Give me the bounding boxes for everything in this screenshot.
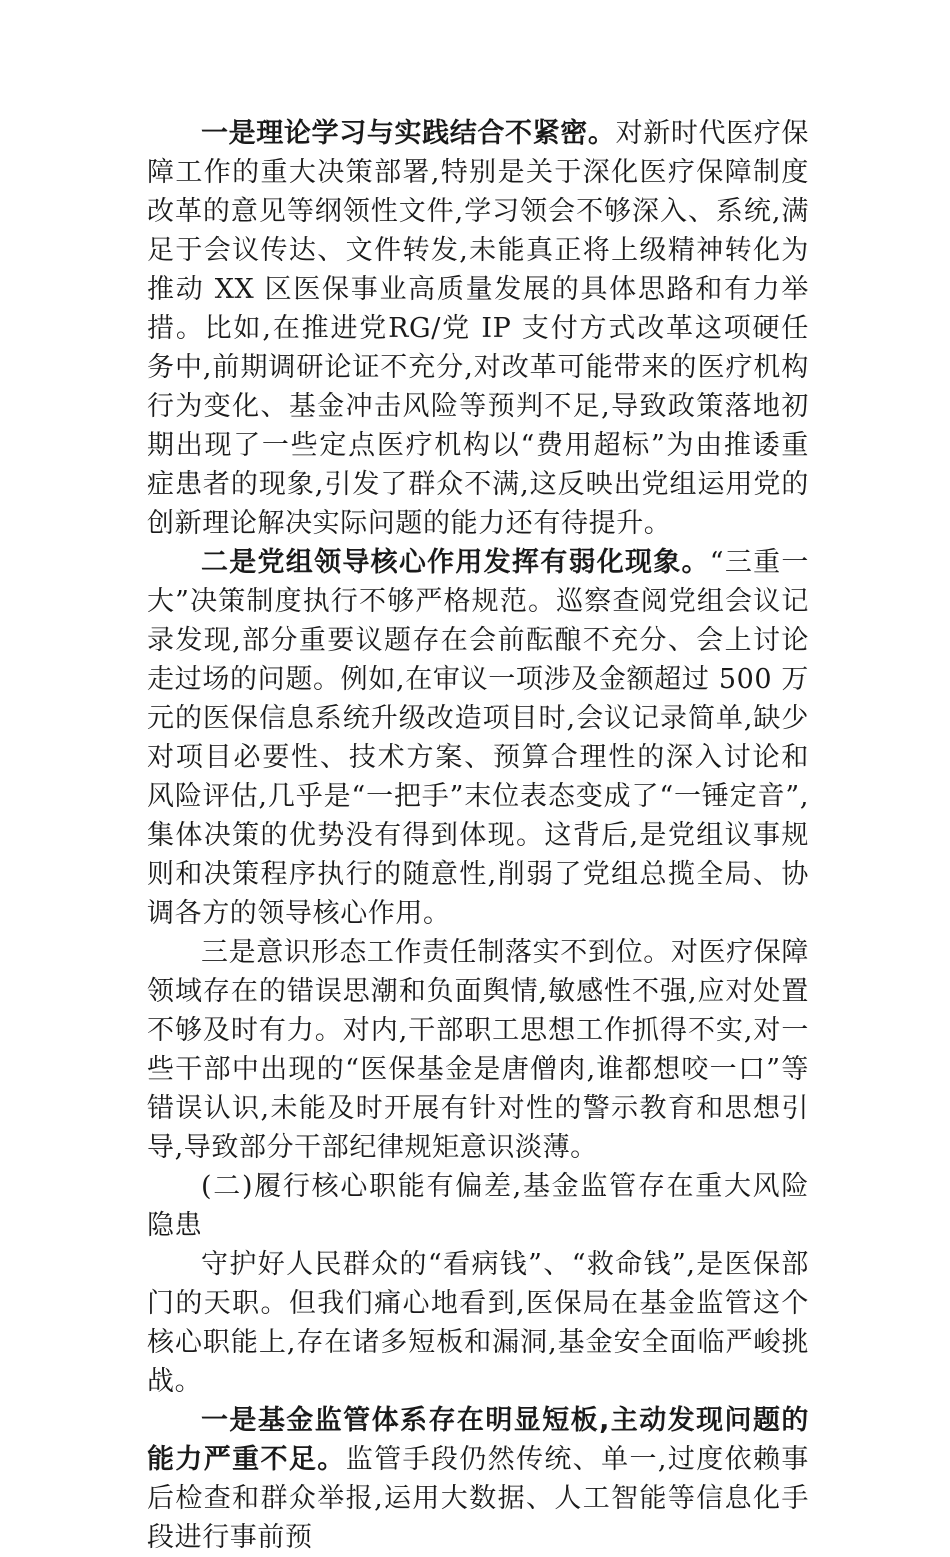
paragraph-body-ideology: 三是意识形态工作责任制落实不到位。对医疗保障领域存在的错误思潮和负面舆情,敏感性不强,应对处置不够及时有力。对内,干部职工思想工作抓得不实,对一些干部中出现的“医保基金是唐僧肉,谁都想咬一口”等错误认识,未能及时开展有针对性的警示教育和思想引导,导致部分干部纪律规矩意识淡薄。 [147,937,809,1163]
paragraph-supervision-system [147,1401,809,1557]
paragraph-party-leadership [147,543,809,933]
paragraph-lead-leadership: 二是党组领导核心作用发挥有弱化现象。 [201,547,710,578]
paragraph-body-fund-duty: 守护好人民群众的“看病钱”、“救命钱”,是医保部门的天职。但我们痛心地看到,医保局在基金监管这个核心职能上,存在诸多短板和漏洞,基金安全面临严峻挑战。 [147,1249,809,1397]
section-heading-fund-supervision [147,1167,809,1245]
paragraph-body-leadership: “三重一大”决策制度执行不够严格规范。巡察查阅党组会议记录发现,部分重要议题存在会前酝酿不充分、会上讨论走过场的问题。例如,在审议一项涉及金额超过 500 万元的医保信息系统升级改造项目时,会议记录简单,缺少对项目必要性、技术方案、预算合理性的深入讨论和风险评估,几乎是“一把手”末位表态变成了“一锤定音”,集体决策的优势没有得到体现。这背后,是党组议事规则和决策程序执行的随意性,削弱了党组总揽全局、协调各方的领导核心作用。 [147,547,809,929]
paragraph-lead-theory: 一是理论学习与实践结合不紧密。 [201,118,616,149]
paragraph-fund-duty [147,1245,809,1401]
section-heading-text: (二)履行核心职能有偏差,基金监管存在重大风险隐患 [147,1171,809,1241]
document-page [147,114,809,1557]
paragraph-theory-study [147,114,809,543]
paragraph-body-theory: 对新时代医疗保障工作的重大决策部署,特别是关于深化医疗保障制度改革的意见等纲领性文件,学习领会不够深入、系统,满足于会议传达、文件转发,未能真正将上级精神转化为推动 XX 区医保事业高质量发展的具体思路和有力举措。比如,在推进党RG/党 IP 支付方式改革这项硬任务中,前期调研论证不充分,对改革可能带来的医疗机构行为变化、基金冲击风险等预判不足,导致政策落地初期出现了一些定点医疗机构以“费用超标”为由推诿重症患者的现象,引发了群众不满,这反映出党组运用党的创新理论解决实际问题的能力还有待提升。 [147,118,810,539]
paragraph-ideology [147,933,809,1167]
paragraph-lead-supervision: 一是基金监管体系存在明显短板,主动发现问题的能力严重不足。 [147,1405,809,1475]
paragraph-body-supervision: 监管手段仍然传统、单一,过度依赖事后检查和群众举报,运用大数据、人工智能等信息化手段进行事前预 [147,1444,809,1553]
